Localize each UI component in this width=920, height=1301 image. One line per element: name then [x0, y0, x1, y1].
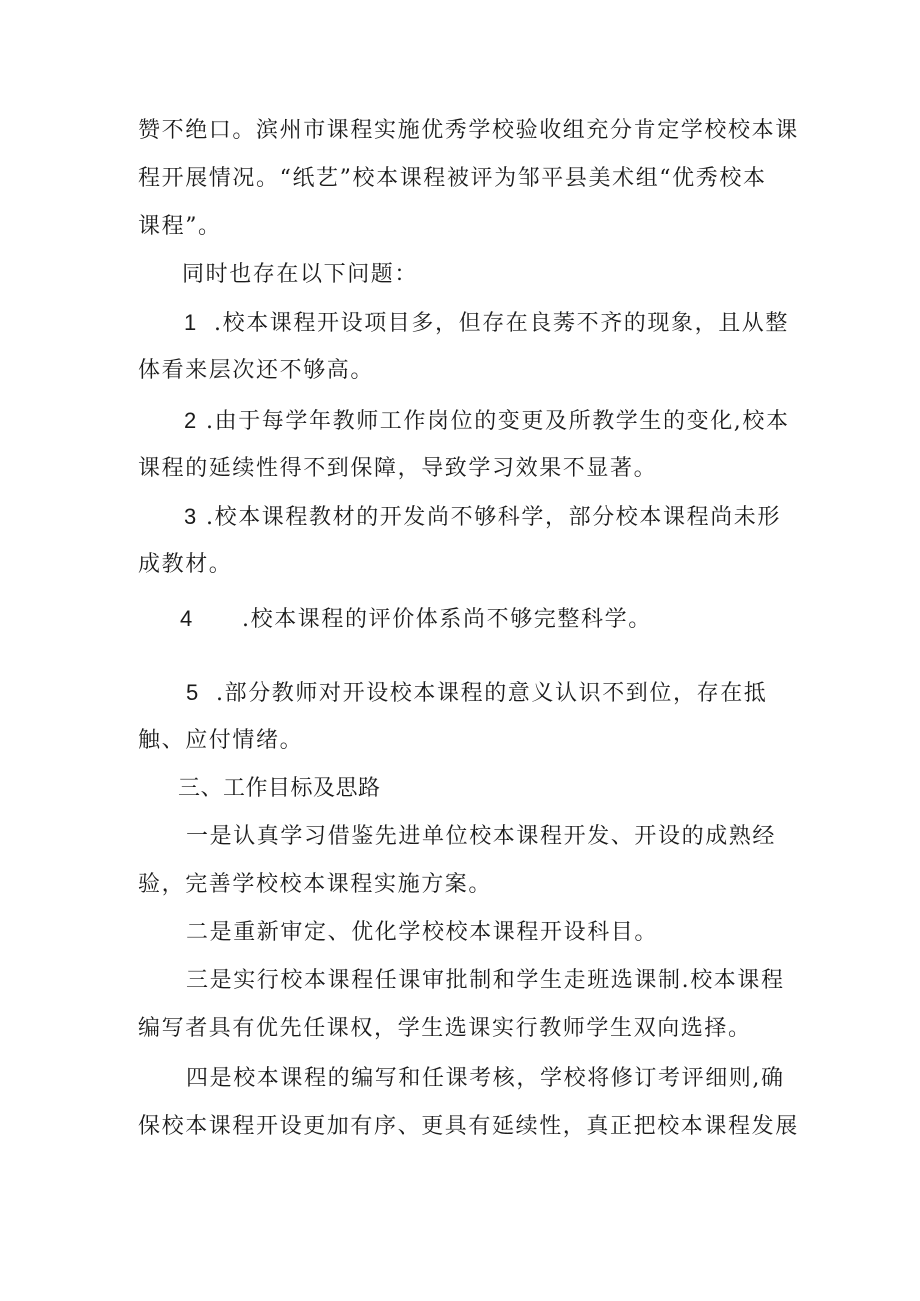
list-item [180, 604, 652, 635]
list-item [186, 678, 767, 709]
paragraph-line: 程开展情况。“纸艺”校本课程被评为邹平县美术组“优秀校本 [138, 166, 767, 191]
paragraph-line: 课程”。 [138, 214, 222, 239]
list-item-text: .校本课程的评价体系尚不够完整科学。 [242, 607, 652, 632]
paragraph-line: 保校本课程开设更加有序、更具有延续性，真正把校本课程发展 [138, 1114, 799, 1139]
list-item [184, 308, 789, 339]
list-item [184, 502, 781, 533]
paragraph-line: 验，完善学校校本课程实施方案。 [138, 872, 493, 897]
problems-intro: 同时也存在以下问题： [182, 262, 419, 287]
list-item-continuation: 成教材。 [138, 552, 233, 577]
list-item-number: 1 [184, 310, 198, 335]
paragraph-line: 编写者具有优先任课权，学生选课实行教师学生双向选择。 [138, 1016, 752, 1041]
list-item-number: 5 [186, 680, 200, 705]
paragraph-line: 一是认真学习借鉴先进单位校本课程开发、开设的成熟经 [186, 824, 777, 849]
section-heading: 三、工作目标及思路 [178, 776, 381, 801]
paragraph-line: 四是校本课程的编写和任课考核，学校将修订考评细则,确 [186, 1066, 785, 1091]
list-item-number: 4 [180, 606, 194, 631]
list-item-continuation: 课程的延续性得不到保障，导致学习效果不显著。 [138, 456, 658, 481]
list-item [184, 406, 790, 437]
list-item-continuation: 体看来层次还不够高。 [138, 358, 375, 383]
paragraph-line: 三是实行校本课程任课审批制和学生走班选课制.校本课程 [186, 968, 785, 993]
paragraph-line: 二是重新审定、优化学校校本课程开设科目。 [186, 920, 659, 945]
list-item-text: .校本课程教材的开发尚不够科学，部分校本课程尚未形 [206, 505, 781, 530]
paragraph-line: 赞不绝口。滨州市课程实施优秀学校验收组充分肯定学校校本课 [138, 118, 799, 143]
list-item-number: 3 [184, 504, 198, 529]
list-item-continuation: 触、应付情绪。 [138, 728, 304, 753]
list-item-text: .校本课程开设项目多，但存在良莠不齐的现象，且从整 [214, 311, 789, 336]
list-item-number: 2 [184, 408, 198, 433]
list-item-text: .由于每学年教师工作岗位的变更及所教学生的变化,校本 [206, 409, 790, 434]
list-item-text: .部分教师对开设校本课程的意义认识不到位，存在抵 [216, 681, 768, 706]
